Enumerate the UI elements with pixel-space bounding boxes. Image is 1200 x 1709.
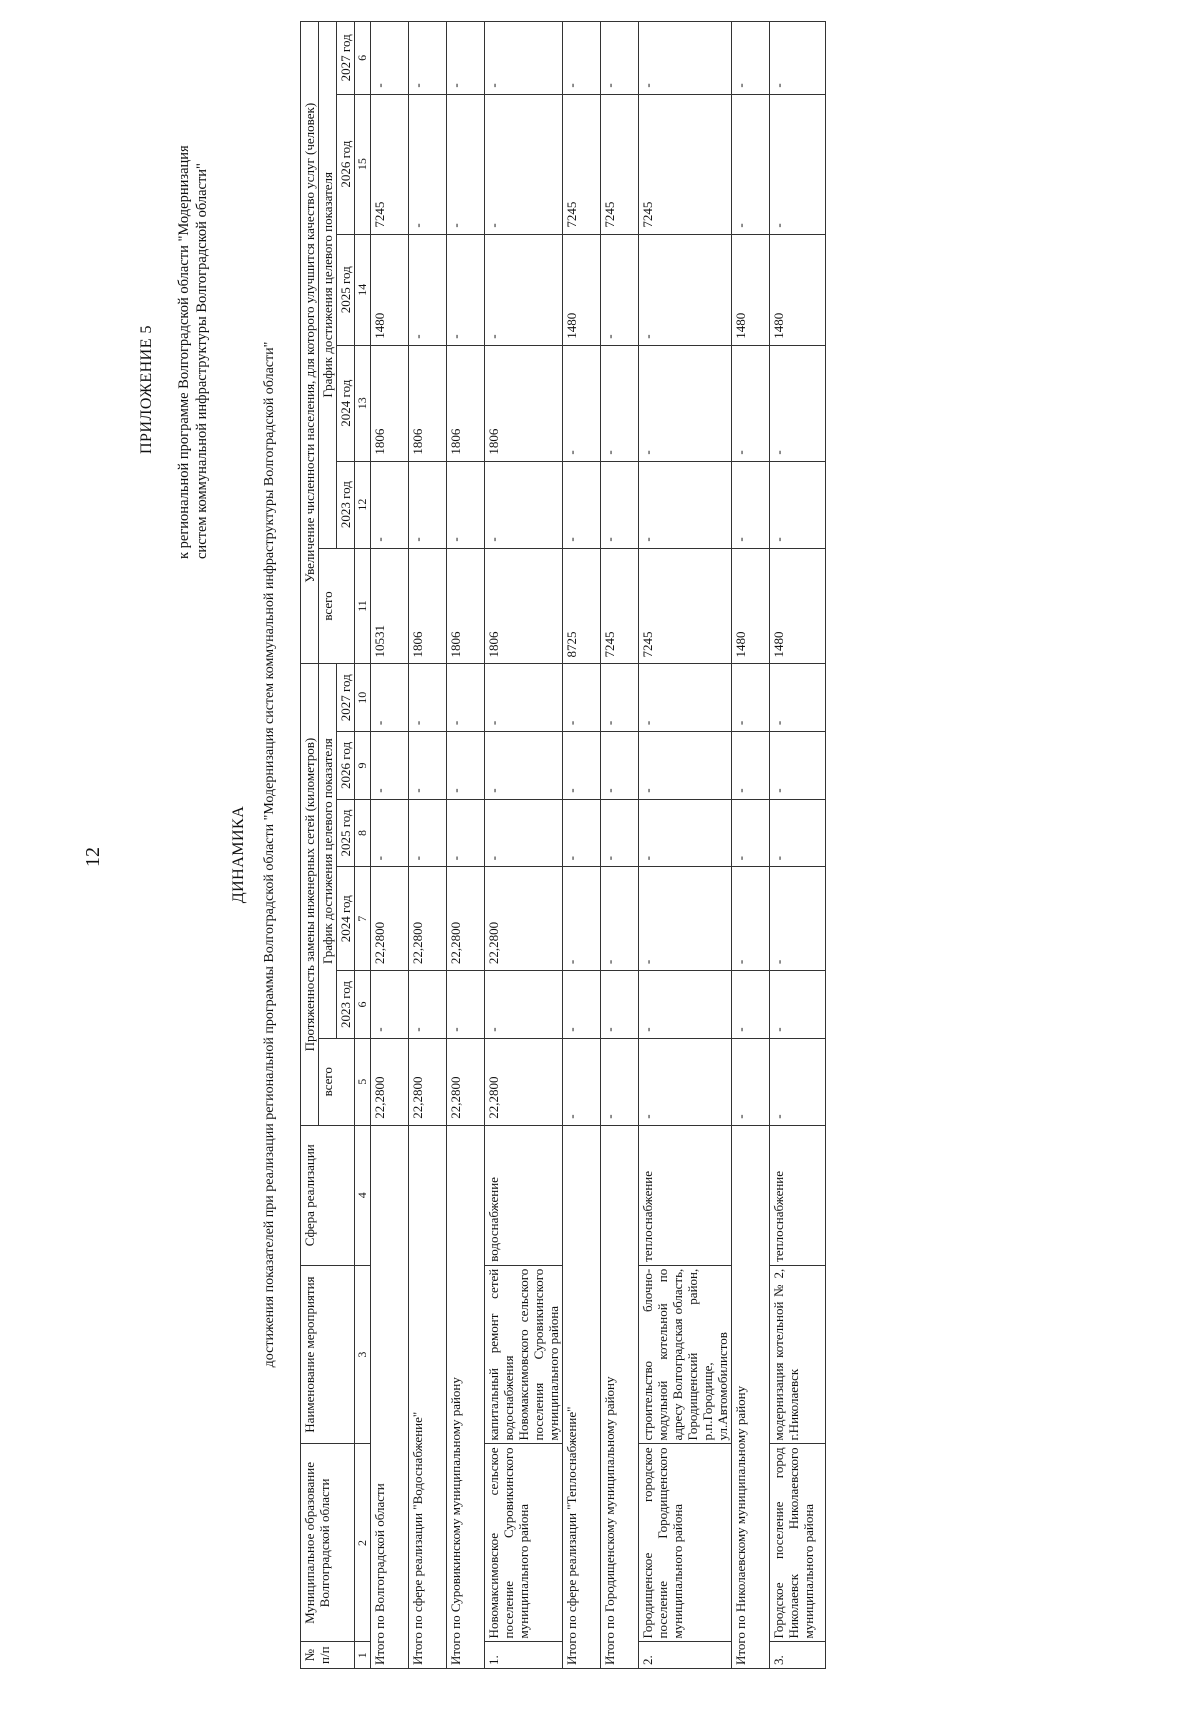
appendix-title: ПРИЛОЖЕНИЕ 5 bbox=[138, 324, 155, 454]
cell-value: - bbox=[601, 664, 639, 732]
table-row-total bbox=[563, 22, 601, 1669]
cell-value: 22,2800 bbox=[485, 1038, 563, 1125]
cell-value: - bbox=[601, 1038, 639, 1125]
row-label: Итого по Николаевскому муниципальному району bbox=[732, 1125, 770, 1668]
appendix-reference-line-2: систем коммунальной инфраструктуры Волгоградской области" bbox=[194, 163, 210, 559]
document-subtitle: достижения показателей при реализации региональной программы Волгоградской области "Модернизация систем коммунальной инфраструктуры Волгоградской области" bbox=[262, 341, 277, 1368]
cell-value: 22,2800 bbox=[371, 1038, 409, 1125]
cell-value: - bbox=[639, 345, 732, 461]
cell-value: 22,2800 bbox=[409, 867, 447, 971]
table-row-item bbox=[770, 22, 826, 1669]
table-body bbox=[371, 22, 826, 1669]
row-label: Итого по Волгоградской области bbox=[371, 1125, 409, 1668]
cell-value: - bbox=[732, 94, 770, 234]
cell-value: - bbox=[485, 461, 563, 548]
cell-value: - bbox=[770, 22, 826, 95]
row-municipality: Городищенское городское поселение Городищенского муниципального района bbox=[639, 1444, 732, 1642]
row-number: 3. bbox=[770, 1642, 826, 1669]
cell-value: 1480 bbox=[732, 548, 770, 664]
table-row-total bbox=[371, 22, 409, 1669]
cell-value: - bbox=[485, 94, 563, 234]
header-population-year: 2023 год bbox=[337, 461, 355, 548]
cell-value: - bbox=[371, 732, 409, 800]
cell-value: 1480 bbox=[563, 234, 601, 345]
cell-value: - bbox=[563, 345, 601, 461]
column-number: 8 bbox=[355, 799, 371, 867]
table-row-total bbox=[732, 22, 770, 1669]
table-row-total bbox=[409, 22, 447, 1669]
page-number: 12 bbox=[82, 847, 104, 867]
cell-value: - bbox=[639, 234, 732, 345]
cell-value: - bbox=[485, 22, 563, 95]
cell-value: - bbox=[732, 22, 770, 95]
cell-value: 7245 bbox=[563, 94, 601, 234]
column-number: 15 bbox=[355, 94, 371, 234]
cell-value: 1480 bbox=[770, 548, 826, 664]
header-activity: Наименование мероприятия bbox=[301, 1265, 355, 1444]
header-length-group: Протяженность замены инженерных сетей (километров) bbox=[301, 664, 319, 1125]
row-sphere: водоснабжение bbox=[485, 1125, 563, 1265]
header-length-year: 2025 год bbox=[337, 799, 355, 867]
cell-value: - bbox=[409, 234, 447, 345]
cell-value: - bbox=[485, 234, 563, 345]
column-number: 13 bbox=[355, 345, 371, 461]
column-number: 11 bbox=[355, 548, 371, 664]
cell-value: 1806 bbox=[409, 345, 447, 461]
cell-value: 1480 bbox=[770, 234, 826, 345]
column-number: 4 bbox=[355, 1125, 371, 1265]
cell-value: - bbox=[563, 799, 601, 867]
cell-value: - bbox=[409, 799, 447, 867]
cell-value: - bbox=[770, 1038, 826, 1125]
cell-value: 22,2800 bbox=[447, 1038, 485, 1125]
header-population-schedule: График достижения целевого показателя bbox=[319, 22, 337, 549]
column-number: 6 bbox=[355, 22, 371, 95]
cell-value: - bbox=[639, 732, 732, 800]
table-row-item bbox=[639, 22, 732, 1669]
cell-value: - bbox=[409, 461, 447, 548]
cell-value: - bbox=[447, 664, 485, 732]
cell-value: 1480 bbox=[732, 234, 770, 345]
header-sphere: Сфера реализации bbox=[301, 1125, 355, 1265]
header-length-total: всего bbox=[319, 1038, 355, 1125]
cell-value: - bbox=[485, 664, 563, 732]
header-municipality: Муниципальное образование Волгоградской области bbox=[301, 1444, 355, 1642]
cell-value: - bbox=[732, 461, 770, 548]
header-length-schedule: График достижения целевого показателя bbox=[319, 664, 337, 1038]
cell-value: 7245 bbox=[639, 548, 732, 664]
cell-value: - bbox=[447, 799, 485, 867]
cell-value: - bbox=[770, 94, 826, 234]
column-number: 12 bbox=[355, 461, 371, 548]
cell-value: - bbox=[447, 22, 485, 95]
cell-value: - bbox=[563, 664, 601, 732]
cell-value: 22,2800 bbox=[447, 867, 485, 971]
cell-value: - bbox=[732, 732, 770, 800]
cell-value: - bbox=[639, 22, 732, 95]
header-population-year: 2024 год bbox=[337, 345, 355, 461]
cell-value: - bbox=[601, 867, 639, 971]
row-label: Итого по сфере реализации "Теплоснабжение" bbox=[563, 1125, 601, 1668]
cell-value: 7245 bbox=[601, 548, 639, 664]
cell-value: - bbox=[447, 732, 485, 800]
column-number: 1 bbox=[355, 1642, 371, 1669]
cell-value: - bbox=[409, 94, 447, 234]
cell-value: 7245 bbox=[639, 94, 732, 234]
cell-value: - bbox=[639, 971, 732, 1039]
header-population-year: 2025 год bbox=[337, 234, 355, 345]
cell-value: - bbox=[639, 664, 732, 732]
cell-value: - bbox=[485, 799, 563, 867]
cell-value: - bbox=[601, 345, 639, 461]
cell-value: 1806 bbox=[409, 548, 447, 664]
column-number: 9 bbox=[355, 732, 371, 800]
cell-value: - bbox=[770, 461, 826, 548]
cell-value: - bbox=[770, 732, 826, 800]
column-number: 6 bbox=[355, 971, 371, 1039]
header-population-year: 2027 год bbox=[337, 22, 355, 95]
column-number: 2 bbox=[355, 1444, 371, 1642]
column-number: 10 bbox=[355, 664, 371, 732]
cell-value: - bbox=[371, 461, 409, 548]
cell-value: - bbox=[563, 22, 601, 95]
cell-value: - bbox=[770, 664, 826, 732]
row-sphere: теплоснабжение bbox=[770, 1125, 826, 1265]
indicators-table bbox=[300, 21, 826, 1669]
cell-value: - bbox=[770, 971, 826, 1039]
cell-value: - bbox=[371, 971, 409, 1039]
cell-value: - bbox=[371, 664, 409, 732]
row-label: Итого по Городищенскому муниципальному району bbox=[601, 1125, 639, 1668]
cell-value: - bbox=[601, 461, 639, 548]
row-number: 1. bbox=[485, 1642, 563, 1669]
cell-value: - bbox=[447, 971, 485, 1039]
cell-value: 1806 bbox=[485, 345, 563, 461]
cell-value: - bbox=[601, 234, 639, 345]
document-title: ДИНАМИКА bbox=[230, 805, 247, 904]
cell-value: - bbox=[732, 867, 770, 971]
header-length-year: 2024 год bbox=[337, 867, 355, 971]
table-row-item bbox=[485, 22, 563, 1669]
header-num: № п/п bbox=[301, 1642, 355, 1669]
row-label: Итого по Суровикинскому муниципальному району bbox=[447, 1125, 485, 1668]
header-population-total: всего bbox=[319, 548, 355, 664]
row-municipality: Новомаксимовское сельское поселение Суровикинского муниципального района bbox=[485, 1444, 563, 1642]
row-activity: капитальный ремонт сетей водоснабжения Новомаксимовского сельского поселения Суровикинского муниципального района bbox=[485, 1265, 563, 1444]
cell-value: - bbox=[409, 664, 447, 732]
cell-value: - bbox=[409, 732, 447, 800]
cell-value: - bbox=[639, 1038, 732, 1125]
cell-value: - bbox=[639, 461, 732, 548]
cell-value: 22,2800 bbox=[485, 867, 563, 971]
row-label: Итого по сфере реализации "Водоснабжение" bbox=[409, 1125, 447, 1668]
table-row-total bbox=[447, 22, 485, 1669]
cell-value: 10531 bbox=[371, 548, 409, 664]
row-number: 2. bbox=[639, 1642, 732, 1669]
cell-value: - bbox=[447, 234, 485, 345]
cell-value: - bbox=[770, 799, 826, 867]
cell-value: - bbox=[732, 971, 770, 1039]
row-municipality: Городское поселение город Николаевск Николаевского муниципального района bbox=[770, 1444, 826, 1642]
column-number: 7 bbox=[355, 867, 371, 971]
cell-value: - bbox=[732, 1038, 770, 1125]
header-length-year: 2026 год bbox=[337, 732, 355, 800]
header-population-year: 2026 год bbox=[337, 94, 355, 234]
header-length-year: 2023 год bbox=[337, 971, 355, 1039]
cell-value: - bbox=[371, 799, 409, 867]
table-header bbox=[301, 22, 371, 1669]
appendix-reference-line-1: к региональной программе Волгоградской области "Модернизация bbox=[176, 145, 192, 559]
cell-value: - bbox=[485, 971, 563, 1039]
cell-value: - bbox=[601, 971, 639, 1039]
row-activity: строительство блочно-модульной котельной по адресу Волгоградская область, Городищенский район, р.п.Городище, ул.Автомобилистов bbox=[639, 1265, 732, 1444]
cell-value: - bbox=[732, 345, 770, 461]
cell-value: 22,2800 bbox=[371, 867, 409, 971]
cell-value: - bbox=[447, 461, 485, 548]
cell-value: 22,2800 bbox=[409, 1038, 447, 1125]
cell-value: - bbox=[639, 799, 732, 867]
cell-value: 1806 bbox=[447, 345, 485, 461]
cell-value: - bbox=[371, 22, 409, 95]
cell-value: - bbox=[485, 732, 563, 800]
row-sphere: теплоснабжение bbox=[639, 1125, 732, 1265]
cell-value: 1806 bbox=[371, 345, 409, 461]
cell-value: - bbox=[563, 867, 601, 971]
cell-value: - bbox=[563, 1038, 601, 1125]
cell-value: 7245 bbox=[371, 94, 409, 234]
header-length-year: 2027 год bbox=[337, 664, 355, 732]
cell-value: 1806 bbox=[447, 548, 485, 664]
cell-value: - bbox=[409, 22, 447, 95]
row-activity: модернизация котельной № 2, г.Николаевск bbox=[770, 1265, 826, 1444]
cell-value: - bbox=[601, 22, 639, 95]
cell-value: - bbox=[601, 732, 639, 800]
cell-value: 7245 bbox=[601, 94, 639, 234]
cell-value: - bbox=[563, 971, 601, 1039]
header-population-group: Увеличение численности населения, для которого улучшится качество услуг (человек) bbox=[301, 22, 319, 664]
cell-value: - bbox=[563, 461, 601, 548]
cell-value: 1806 bbox=[485, 548, 563, 664]
cell-value: - bbox=[601, 799, 639, 867]
cell-value: - bbox=[732, 664, 770, 732]
table-row-total bbox=[601, 22, 639, 1669]
column-number: 5 bbox=[355, 1038, 371, 1125]
cell-value: - bbox=[409, 971, 447, 1039]
cell-value: - bbox=[770, 867, 826, 971]
cell-value: - bbox=[639, 867, 732, 971]
cell-value: 1480 bbox=[371, 234, 409, 345]
column-number: 14 bbox=[355, 234, 371, 345]
cell-value: - bbox=[563, 732, 601, 800]
cell-value: - bbox=[732, 799, 770, 867]
cell-value: 8725 bbox=[563, 548, 601, 664]
column-number-row bbox=[355, 22, 371, 1669]
column-number: 3 bbox=[355, 1265, 371, 1444]
cell-value: - bbox=[447, 94, 485, 234]
cell-value: - bbox=[770, 345, 826, 461]
